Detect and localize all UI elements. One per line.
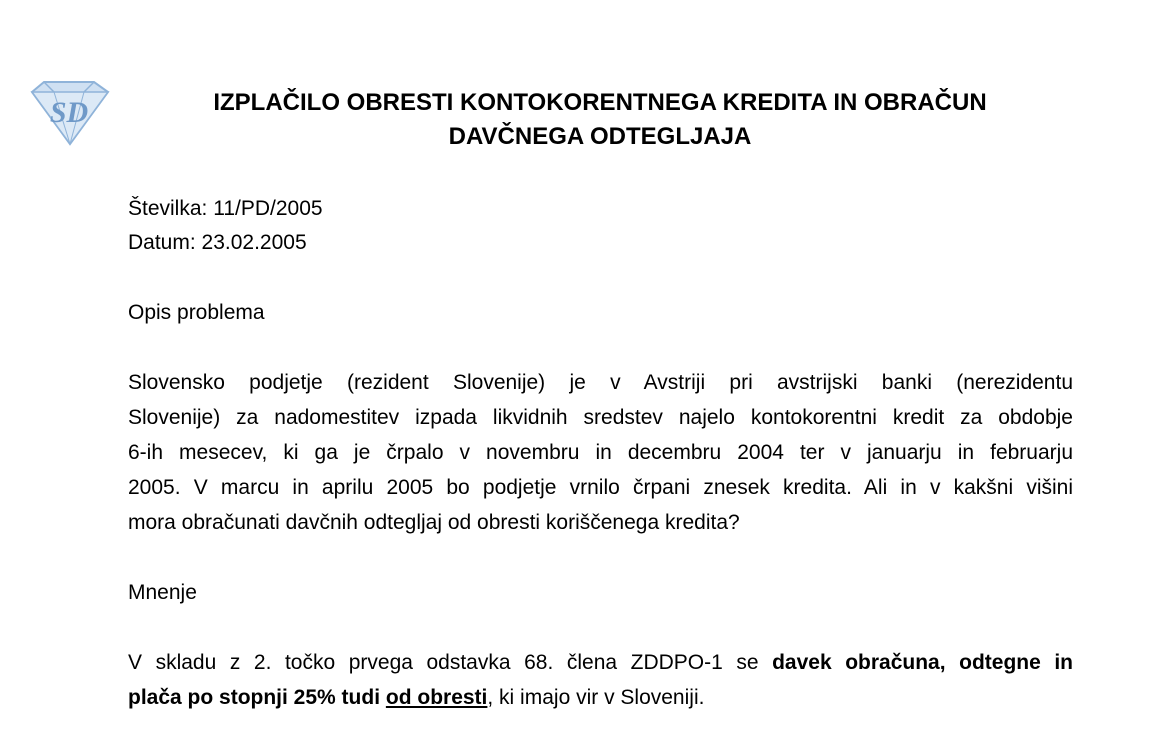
opinion-line-2 <box>128 680 1073 715</box>
opinion-underlined-text: od obresti <box>385 686 488 709</box>
problem-line: 2005. V marcu in aprilu 2005 bo podjetje vrnilo črpani znesek kredita. Ali in v kakšni višini <box>128 476 1073 499</box>
opinion-text: , ki imajo vir v Sloveniji. <box>487 686 705 709</box>
problem-heading: Opis problema <box>128 301 265 324</box>
opinion-heading: Mnenje <box>128 581 197 604</box>
logo <box>26 78 112 150</box>
document-date: Datum: 23.02.2005 <box>128 231 307 254</box>
opinion-bold-text: davek obračuna, odtegne in <box>772 651 1073 674</box>
problem-line: mora obračunati davčnih odtegljaj od obresti koriščenega kredita? <box>128 511 740 534</box>
diamond-logo-icon <box>26 78 112 150</box>
opinion-bold-text: plača po stopnji 25% tudi <box>128 686 386 709</box>
logo-text: SD <box>49 96 89 129</box>
problem-line: 6-ih mesecev, ki ga je črpalo v novembru in decembru 2004 ter v januarju in februarju <box>128 441 1073 464</box>
problem-line: Slovensko podjetje (rezident Slovenije) je v Avstriji pri avstrijski banki (nerezidentu <box>128 371 1073 394</box>
opinion-text: V skladu z 2. točko prvega odstavka 68. člena ZDDPO-1 se <box>128 651 773 674</box>
opinion-paragraph <box>128 645 1073 715</box>
title-line-2: DAVČNEGA ODTEGLJAJA <box>448 123 752 150</box>
opinion-line-1 <box>128 645 1073 680</box>
problem-line: Slovenije) za nadomestitev izpada likvidnih sredstev najelo kontokorentni kredit za obdobje <box>128 406 1073 429</box>
document-number: Številka: 11/PD/2005 <box>128 197 323 220</box>
title-line-1: IZPLAČILO OBRESTI KONTOKORENTNEGA KREDITA IN OBRAČUN <box>213 89 987 116</box>
problem-paragraph <box>128 365 1073 540</box>
document-title <box>150 86 1050 154</box>
